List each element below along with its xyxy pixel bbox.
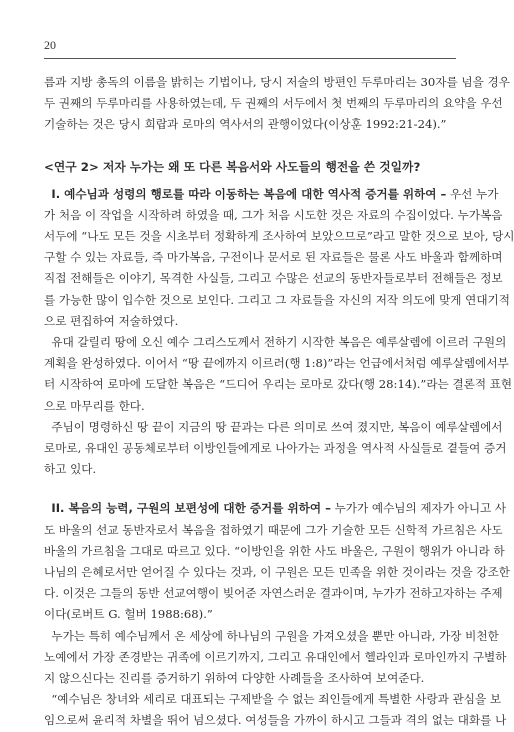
section-2-line: 바울의 가르침을 그대로 따르고 있다. “이방인을 위한 사도 바울은, 구원이 행위가 아니라 하 xyxy=(44,543,505,558)
section-1-para2-line: 유대 갈릴리 땅에 오신 예수 그리스도께서 전하기 시작한 복음은 예루살렘에 이르러 구원의 xyxy=(44,335,507,350)
section-2-title: II. 복음의 능력, 구원의 보편성에 대한 증거를 위하여 – xyxy=(51,501,331,516)
section-2-para2-line: 지 않으신다는 진리를 증거하기 위하여 다양한 사례들을 조사하여 보여준다. xyxy=(44,671,425,686)
section-1-para2-line: 터 시작하여 로마에 도달한 복음은 “드디어 우리는 로마로 갔다(행 28:14).”라는 결론적 표현 xyxy=(44,377,513,392)
section-2-first-line xyxy=(44,498,507,519)
section-2-line: 나님의 은혜로서만 얻어질 수 있다는 것과, 이 구원은 모든 민족을 위한 것이라는 것을 강조한 xyxy=(44,565,510,580)
intro-line: 기술하는 것은 당시 희랍과 로마의 역사서의 관행이었다(이상훈 1992:21-24).” xyxy=(44,117,447,132)
page-content xyxy=(44,64,514,732)
section-1-title: I. 예수님과 성령의 행로를 따라 이동하는 복음에 대한 역사적 증거를 위하여 – xyxy=(51,186,447,201)
section-1-title-tail: 우선 누가 xyxy=(446,186,499,201)
section-1-line: 가 처음 이 작업을 시작하려 하였을 때, 그가 처음 시도한 것은 자료의 수집이었다. 누가복음 xyxy=(44,207,503,222)
section-1 xyxy=(44,184,514,481)
section-2 xyxy=(44,498,510,731)
section-2-line: 다. 이것은 그들의 동반 선교여행이 빚어준 자연스러운 결과이며, 누가가 전하고자하는 주제 xyxy=(44,586,503,601)
section-2-para3-line: “예수님은 창녀와 세리로 대표되는 구제받을 수 없는 죄인들에게 특별한 사랑과 관심을 보 xyxy=(44,692,502,707)
section-1-line: 서두에 “나도 모든 것을 시초부터 정확하게 조사하여 보았으므로”라고 말한 것으로 보아, 당시 xyxy=(44,229,514,244)
section-1-para2-line: 으로 마무리를 한다. xyxy=(44,398,145,413)
section-1-line: 으로 편집하여 저술하였다. xyxy=(44,313,179,328)
section-1-line: 구할 수 있는 자료들, 즉 마가복음, 구전이나 문서로 된 자료들은 물론 사도 바울과 함께하며 xyxy=(44,250,503,265)
section-2-para2-line: 노예에서 가장 존경받는 귀족에 이르기까지, 그리고 유대인에서 헬라인과 로마인까지 구별하 xyxy=(44,649,507,664)
intro-paragraph xyxy=(44,72,510,136)
section-1-para3-line: 하고 있다. xyxy=(44,462,97,477)
section-1-line: 를 가능한 많이 입수한 것으로 보인다. 그리고 그 자료들을 자신의 저작 의도에 맞게 연대기적 xyxy=(44,292,510,307)
question-heading: <연구 2> 저자 누가는 왜 또 다른 복음서와 사도들의 행전을 쓴 것일까? xyxy=(44,159,421,174)
page-number: 20 xyxy=(44,38,56,52)
section-2-title-tail: 누가가 예수님의 제자가 아니고 사 xyxy=(330,501,507,516)
section-2-line: 도 바울의 선교 동반자로서 복음을 접하였기 때문에 그가 기술한 모든 신학적 가르침은 사도 xyxy=(44,522,503,537)
intro-line: 두 권째의 두루마리를 사용하였는데, 두 권째의 서두에서 첫 번째의 두루마리의 요약을 우선 xyxy=(44,96,503,111)
section-gap xyxy=(44,480,456,498)
intro-line: 름과 지방 총독의 이름을 밝히는 기법이나, 당시 저술의 방편인 두루마리는 30자를 넘을 경우 xyxy=(44,75,510,89)
section-1-first-line xyxy=(44,184,499,205)
section-2-para3-line: 임으로써 윤리적 차별을 뛰어 넘으셨다. 여성들을 가까이 하시고 그들과 격의 없는 대화를 나 xyxy=(44,713,507,728)
section-2-para2-line: 누가는 특히 예수님께서 온 세상에 하나님의 구원을 가져오셨을 뿐만 아니라, 가장 비천한 xyxy=(44,628,499,643)
header-divider xyxy=(44,58,456,59)
section-1-line: 직접 전해들은 이야기, 목격한 사실들, 그리고 수많은 선교의 동반자들로부터 전해들은 정보 xyxy=(44,271,503,286)
section-1-para3-line: 로마로, 유대인 공동체로부터 이방인들에게로 나아가는 과정을 역사적 사실들로 곁들여 증거 xyxy=(44,441,507,456)
section-1-para2-line: 계획을 완성하였다. 이어서 “땅 끝에까지 이르러(행 1:8)”라는 언급에서처럼 예루살렘에서부 xyxy=(44,356,509,371)
section-1-para3-line: 주님이 명령하신 땅 끝이 지금의 땅 끝과는 다른 의미로 쓰여 졌지만, 복음이 예루살렘에서 xyxy=(44,419,503,434)
section-2-line: 이다(로버트 G. 헐버 1988:68).” xyxy=(44,607,213,622)
